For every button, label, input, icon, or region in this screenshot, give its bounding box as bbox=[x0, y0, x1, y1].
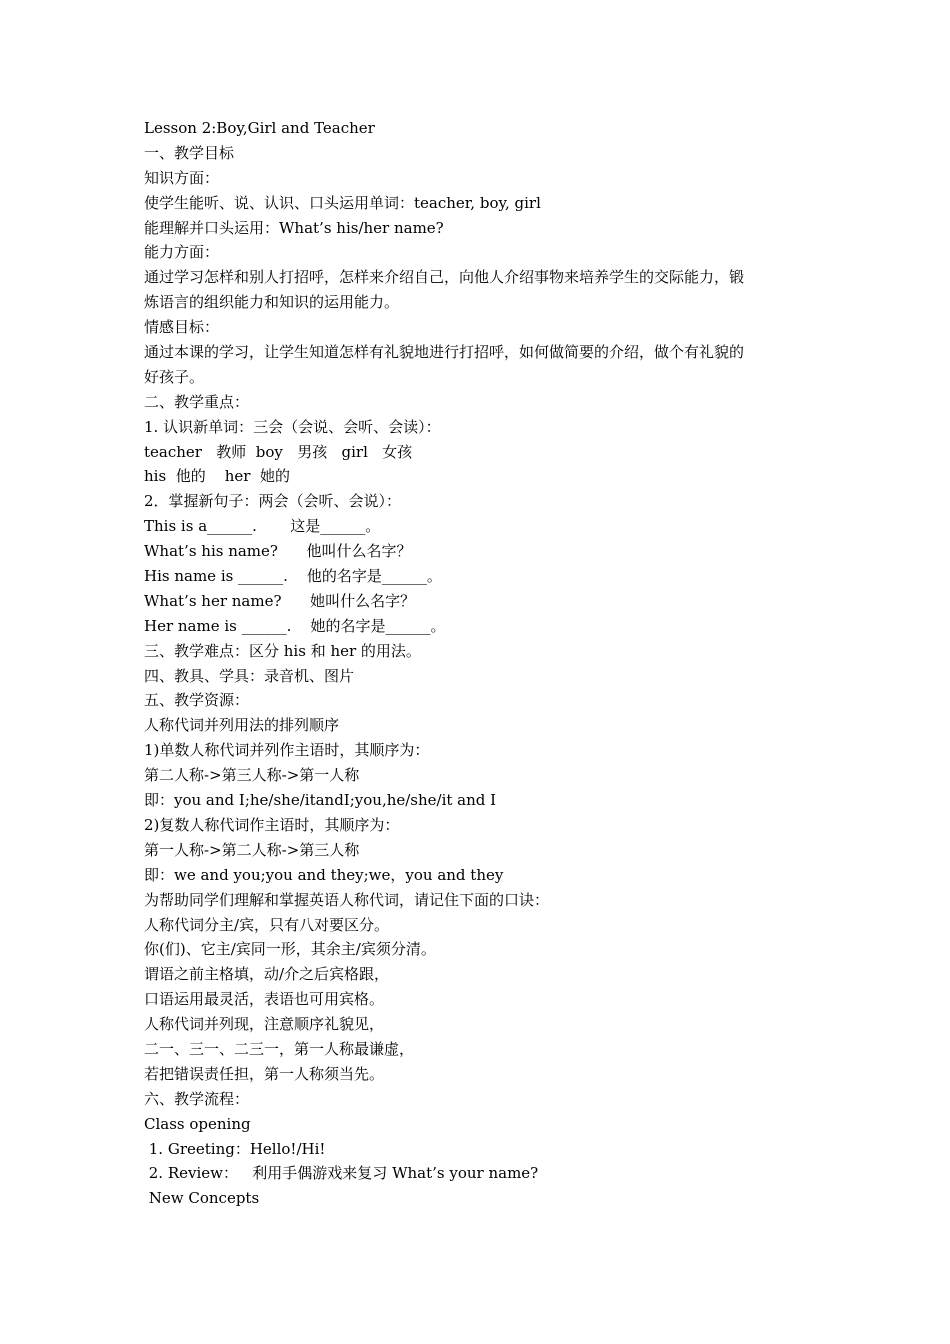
text-line: 2)复数人称代词作主语时，其顺序为： bbox=[144, 815, 400, 834]
text-line: 即：we and you;you and they;we，you and they bbox=[144, 865, 504, 884]
text-line: New Concepts bbox=[144, 1189, 260, 1208]
lesson-title: Lesson 2:Boy,Girl and Teacher bbox=[144, 119, 375, 137]
rhyme-line: 人称代词并列现，注意顺序礼貌见， bbox=[144, 1015, 385, 1034]
vocabulary-line: his 他的 her 她的 bbox=[144, 467, 291, 486]
document-body bbox=[144, 116, 814, 1211]
section-heading-difficulty: 三、教学难点：区分 his 和 her 的用法。 bbox=[144, 641, 421, 660]
text-line: Class opening bbox=[144, 1114, 251, 1133]
rhyme-line: 你(们)、它主/宾同一形，其余主/宾须分清。 bbox=[144, 940, 436, 959]
text-line: 即：you and I;he/she/itandI;you,he/she/it and I bbox=[144, 791, 497, 810]
subheading-emotion: 情感目标： bbox=[144, 318, 220, 337]
sentence-line: What’s her name? 她叫什么名字？ bbox=[144, 591, 416, 610]
rhyme-line: 人称代词分主/宾，只有八对要区分。 bbox=[144, 915, 390, 934]
section-heading-key-points: 二、教学重点： bbox=[144, 392, 250, 411]
text-line: 使学生能听、说、认识、口头运用单词：teacher, boy, girl bbox=[144, 193, 541, 212]
text-line: 1. 认识新单词：三会（会说、会听、会读）： bbox=[144, 417, 441, 436]
sentence-line: His name is ______. 他的名字是______。 bbox=[144, 567, 442, 586]
text-line: 1. Greeting：Hello!/Hi! bbox=[144, 1139, 326, 1158]
section-heading-objectives: 一、教学目标 bbox=[144, 143, 235, 162]
text-line: 炼语言的组织能力和知识的运用能力。 bbox=[144, 293, 400, 312]
text-line: 第二人称->第三人称->第一人称 bbox=[144, 766, 360, 785]
section-heading-process: 六、教学流程： bbox=[144, 1089, 250, 1108]
subheading-ability: 能力方面： bbox=[144, 243, 220, 262]
text-line: 2. Review： 利用手偶游戏来复习 What’s your name? bbox=[144, 1164, 539, 1183]
rhyme-line: 谓语之前主格填，动/介之后宾格跟， bbox=[144, 965, 390, 984]
text-line: 好孩子。 bbox=[144, 367, 205, 386]
text-line: 通过学习怎样和别人打招呼，怎样来介绍自己，向他人介绍事物来培养学生的交际能力，锻 bbox=[144, 268, 745, 287]
section-heading-materials: 四、教具、学具：录音机、图片 bbox=[144, 666, 355, 685]
subheading-knowledge: 知识方面： bbox=[144, 168, 220, 187]
text-line: 通过本课的学习，让学生知道怎样有礼貌地进行打招呼，如何做简要的介绍，做个有礼貌的 bbox=[144, 343, 745, 362]
sentence-line: Her name is ______. 她的名字是______。 bbox=[144, 616, 446, 635]
text-line: 第一人称->第二人称->第三人称 bbox=[144, 840, 360, 859]
vocabulary-line: teacher 教师 boy 男孩 girl 女孩 bbox=[144, 442, 413, 461]
text-line: 1)单数人称代词并列作主语时，其顺序为： bbox=[144, 741, 430, 760]
text-line: 为帮助同学们理解和掌握英语人称代词，请记住下面的口诀： bbox=[144, 890, 550, 909]
sentence-line: This is a______. 这是______。 bbox=[144, 517, 381, 536]
rhyme-line: 若把错误责任担，第一人称须当先。 bbox=[144, 1064, 385, 1083]
text-line: 2．掌握新句子：两会（会听、会说）： bbox=[144, 492, 402, 511]
rhyme-line: 二一、三一、二三一，第一人称最谦虚， bbox=[144, 1039, 415, 1058]
text-line: 能理解并口头运用：What’s his/her name? bbox=[144, 218, 444, 237]
text-line: 人称代词并列用法的排列顺序 bbox=[144, 716, 340, 735]
rhyme-line: 口语运用最灵活，表语也可用宾格。 bbox=[144, 990, 385, 1009]
sentence-line: What’s his name? 他叫什么名字？ bbox=[144, 542, 412, 561]
section-heading-resources: 五、教学资源： bbox=[144, 691, 250, 710]
